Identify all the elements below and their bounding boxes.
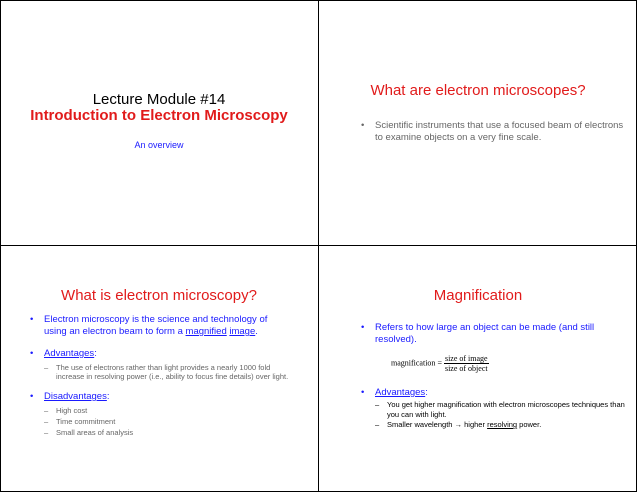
list-item [361,322,626,346]
disadvantage-text: Small areas of analysis [56,428,134,437]
magnification-formula: magnification = $\frac{\text{size of image}}{\text{size of object}}$ [391,354,488,373]
slide-4 [319,246,637,492]
list-item [44,427,290,438]
slide3-bullets [30,314,290,438]
slide2-bullet-text: Scientific instruments that use a focused beam of electrons to examine objects on a very fine scale. [375,120,624,143]
list-item [375,420,626,430]
advantages-link[interactable]: Advantages [44,348,95,359]
list-item: • Advantages: – The use of electrons rather than light provides a nearly 1000 fold increase in resolving power (i.e., ability to focus fine details) over light. [30,348,290,381]
list-item [361,120,626,144]
list-item: • Advantages: – You get higher magnification with electron microscopes techniques than you can with light. – Smaller wavelength → higher resolving power. [361,387,626,430]
disadvantages-link[interactable]: Disadvantages [44,391,107,402]
magnified-link[interactable]: magnified [185,326,227,337]
advantage-text: The use of electrons rather than light provides a nearly 1000 fold increase in resolving power (i.e., ability to focus fine details) over light. [56,363,289,381]
list-item: • Disadvantages: – High cost – Time commitment – Small areas of analysis [30,391,290,438]
slide-3 [0,246,318,492]
list-item [44,405,290,416]
list-item [44,363,290,381]
slide4-advantages [361,387,626,430]
slide1-title: Introduction to Electron Microscopy [30,107,288,124]
list-item [375,400,626,419]
formula-numerator: size of image [444,354,488,363]
slide3-title: What is electron microscopy? [61,287,257,304]
resolving-link[interactable]: resolving [487,420,518,429]
slide-1 [0,0,318,245]
formula-denominator: size of object [444,364,488,373]
slide-2 [319,0,637,245]
right-arrow-icon: → [454,420,463,429]
list-item [44,416,290,427]
advantage-text: Smaller wavelength [387,420,455,429]
advantages-link[interactable]: Advantages [375,387,426,398]
slide1-subtitle: An overview [134,140,184,150]
list-item: • Electron microscopy is the science and technology of using an electron beam to form a magnified image. [30,314,290,338]
slide4-title: Magnification [433,287,523,304]
advantage-text: power. [517,420,542,429]
slide2-title: What are electron microscopes? [370,82,586,99]
formula-fraction [444,354,489,373]
slide3-intro-text: Electron microscopy is the science and technology of using an electron beam to form a [44,314,268,337]
disadvantage-text: High cost [56,406,88,415]
formula-lhs: magnification [391,358,436,368]
slide1-module-label: Lecture Module #14 [92,91,226,108]
disadvantage-text: Time commitment [56,417,116,426]
advantage-text: You get higher magnification with electron microscopes techniques than you can with light. [387,400,625,419]
slide4-definition: Refers to how large an object can be made (and still resolved). [375,322,595,345]
slide4-bullets [361,322,626,346]
image-link[interactable]: image [229,326,256,337]
slide2-bullets [361,120,626,144]
advantage-text: higher [462,420,488,429]
